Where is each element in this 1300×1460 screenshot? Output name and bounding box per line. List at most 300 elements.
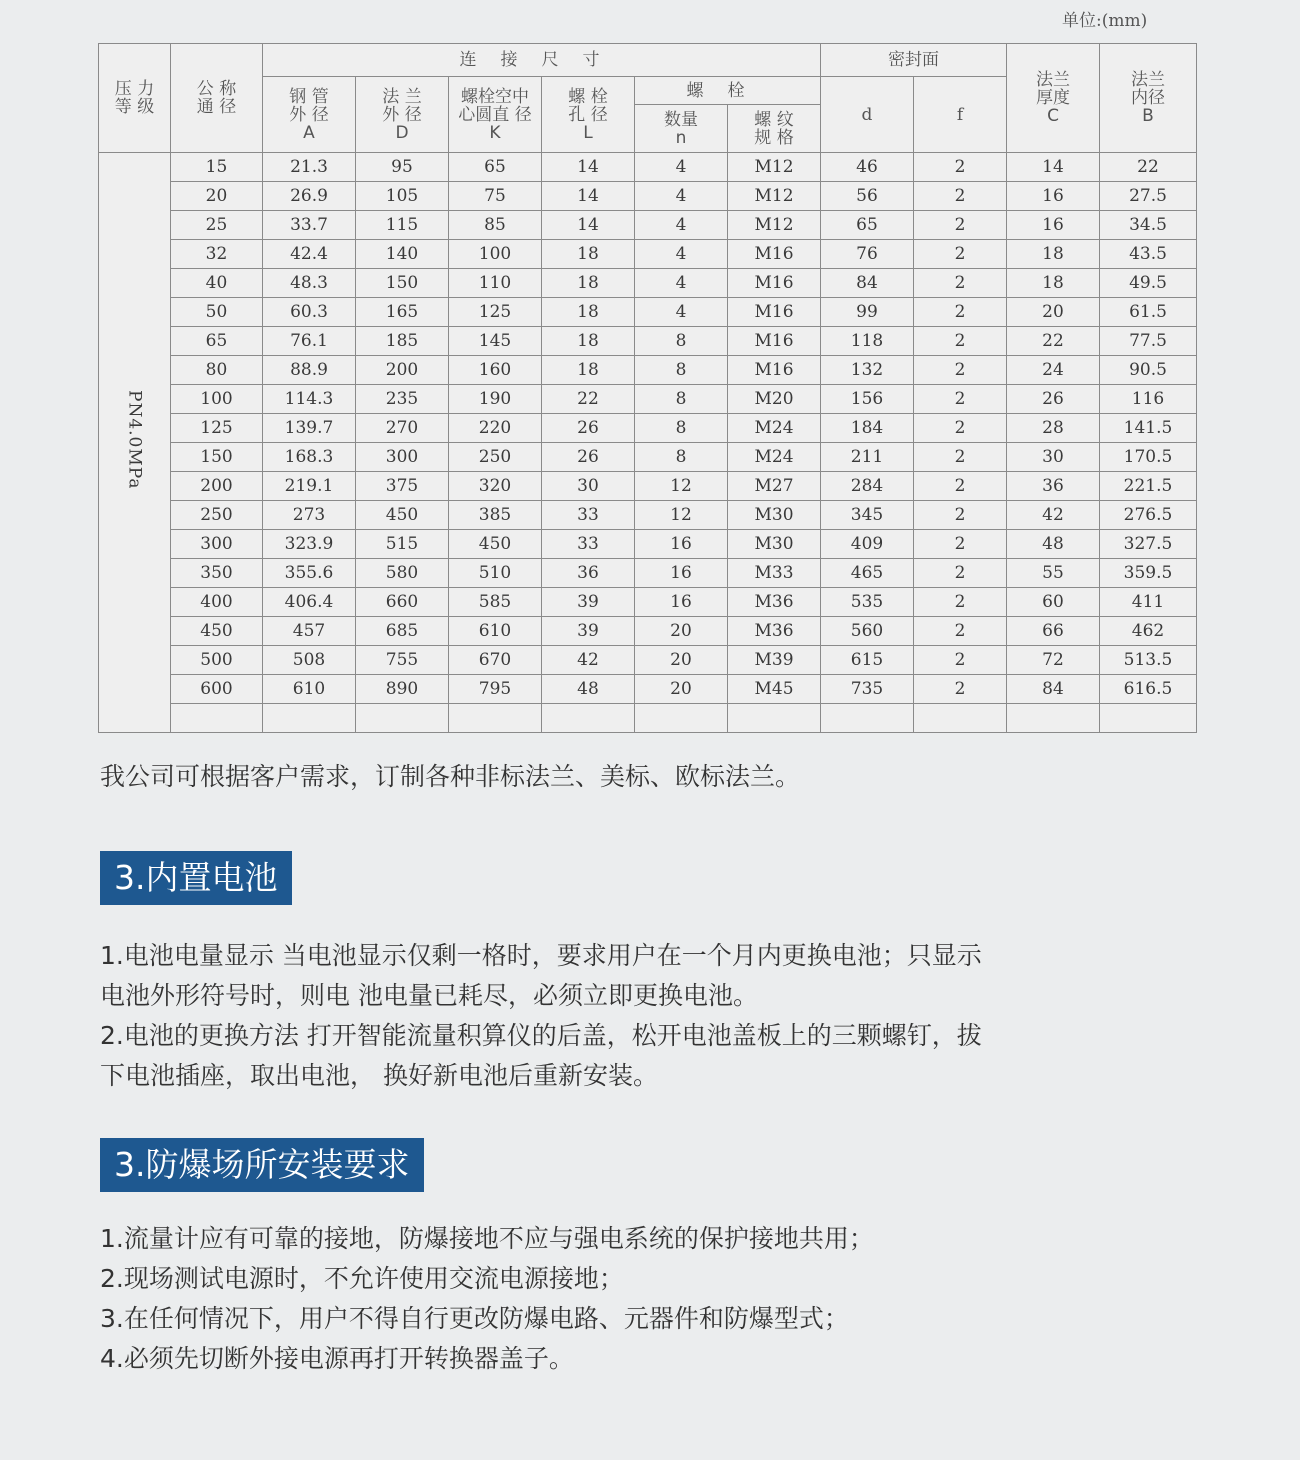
- table-cell: 20: [171, 182, 263, 211]
- table-cell: 156: [821, 385, 914, 414]
- header-bolt-hole-line1: 螺 栓: [568, 86, 608, 107]
- table-cell: 890: [356, 675, 449, 704]
- table-cell: 60: [1007, 588, 1100, 617]
- table-cell: 48.3: [263, 269, 356, 298]
- header-inner-dia-line3: B: [1142, 106, 1154, 126]
- table-cell: 26: [542, 443, 635, 472]
- table-cell-empty: [1007, 704, 1100, 733]
- table-cell: 139.7: [263, 414, 356, 443]
- table-cell: 273: [263, 501, 356, 530]
- table-row: [99, 153, 1197, 182]
- table-cell: M16: [728, 298, 821, 327]
- table-cell: 18: [542, 327, 635, 356]
- table-cell: 16: [635, 559, 728, 588]
- table-cell: M16: [728, 240, 821, 269]
- table-row: [99, 182, 1197, 211]
- table-cell: 27.5: [1100, 182, 1197, 211]
- table-cell: 56: [821, 182, 914, 211]
- table-cell: 8: [635, 356, 728, 385]
- table-cell: 40: [171, 269, 263, 298]
- table-cell: 385: [449, 501, 542, 530]
- header-thickness-line1: 法兰: [1036, 70, 1070, 90]
- header-bolt: 螺栓: [635, 77, 821, 105]
- table-cell: 406.4: [263, 588, 356, 617]
- table-cell: 219.1: [263, 472, 356, 501]
- table-header: [99, 44, 1197, 153]
- header-bolt-hole: [542, 77, 635, 153]
- explosion-line: 2.现场测试电源时，不允许使用交流电源接地；: [100, 1264, 624, 1293]
- table-cell: 18: [1007, 240, 1100, 269]
- table-cell: 200: [171, 472, 263, 501]
- table-cell: 2: [914, 356, 1007, 385]
- table-cell: 50: [171, 298, 263, 327]
- table-cell: 110: [449, 269, 542, 298]
- table-cell: 160: [449, 356, 542, 385]
- table-cell: 616.5: [1100, 675, 1197, 704]
- table-row: [99, 559, 1197, 588]
- header-nominal: [171, 44, 263, 153]
- table-cell-empty: [821, 704, 914, 733]
- header-bolt-hole-line2: 孔 径: [568, 104, 608, 125]
- battery-line: 1.电池电量显示 当电池显示仅剩一格时，要求用户在一个月内更换电池；只显示: [100, 941, 982, 970]
- table-cell: M30: [728, 501, 821, 530]
- table-cell: 660: [356, 588, 449, 617]
- table-cell-empty: [263, 704, 356, 733]
- table-cell: 118: [821, 327, 914, 356]
- explosion-line: 4.必须先切断外接电源再打开转换器盖子。: [100, 1344, 574, 1373]
- table-cell: 18: [1007, 269, 1100, 298]
- table-cell: 46: [821, 153, 914, 182]
- battery-line: 电池外形符号时，则电 池电量已耗尽，必须立即更换电池。: [100, 981, 758, 1010]
- table-row: [99, 646, 1197, 675]
- table-cell: 2: [914, 530, 1007, 559]
- table-cell: 2: [914, 443, 1007, 472]
- table-cell: 16: [1007, 182, 1100, 211]
- table-cell: 400: [171, 588, 263, 617]
- table-cell: 409: [821, 530, 914, 559]
- table-cell: 65: [171, 327, 263, 356]
- header-bolt-thread-line1: 螺 纹: [754, 109, 794, 130]
- table-cell: 2: [914, 472, 1007, 501]
- table-cell: 320: [449, 472, 542, 501]
- table-row: [99, 327, 1197, 356]
- battery-text: [100, 936, 1190, 1096]
- table-row-empty: [99, 704, 1197, 733]
- table-cell: 513.5: [1100, 646, 1197, 675]
- table-row: [99, 443, 1197, 472]
- table-cell: 39: [542, 588, 635, 617]
- table-cell: 33.7: [263, 211, 356, 240]
- table-cell: 90.5: [1100, 356, 1197, 385]
- table-cell: 600: [171, 675, 263, 704]
- table-cell: 2: [914, 153, 1007, 182]
- table-cell: 32: [171, 240, 263, 269]
- table-cell: 355.6: [263, 559, 356, 588]
- table-cell: 755: [356, 646, 449, 675]
- table-cell: 8: [635, 414, 728, 443]
- table-cell-empty: [1100, 704, 1197, 733]
- table-cell: 500: [171, 646, 263, 675]
- table-cell: 184: [821, 414, 914, 443]
- table-cell: 33: [542, 501, 635, 530]
- table-row: [99, 240, 1197, 269]
- table-cell: 42: [1007, 501, 1100, 530]
- header-seal-d: d: [821, 77, 914, 153]
- table-cell: 141.5: [1100, 414, 1197, 443]
- table-cell: 300: [171, 530, 263, 559]
- table-cell: 190: [449, 385, 542, 414]
- header-pressure: [99, 44, 171, 153]
- table-cell: 2: [914, 559, 1007, 588]
- table-cell: 345: [821, 501, 914, 530]
- header-pipe-od-line3: A: [303, 122, 315, 143]
- table-cell: M20: [728, 385, 821, 414]
- table-cell-empty: [356, 704, 449, 733]
- table-cell: 14: [542, 211, 635, 240]
- explosion-line: 1.流量计应有可靠的接地，防爆接地不应与强电系统的保护接地共用；: [100, 1224, 874, 1253]
- table-cell: 560: [821, 617, 914, 646]
- header-thickness: [1007, 44, 1100, 153]
- table-cell: 735: [821, 675, 914, 704]
- table-cell: 462: [1100, 617, 1197, 646]
- table-cell: 26: [1007, 385, 1100, 414]
- table-cell: 28: [1007, 414, 1100, 443]
- header-bolt-thread-line2: 规 格: [754, 127, 794, 148]
- table-cell: 60.3: [263, 298, 356, 327]
- pressure-grade-cell: [99, 153, 171, 733]
- table-cell: 99: [821, 298, 914, 327]
- table-cell: 20: [635, 675, 728, 704]
- table-cell: 48: [1007, 530, 1100, 559]
- table-cell-empty: [171, 704, 263, 733]
- table-cell: 65: [821, 211, 914, 240]
- table-cell: 72: [1007, 646, 1100, 675]
- table-cell: 33: [542, 530, 635, 559]
- table-cell: 2: [914, 675, 1007, 704]
- table-cell: 100: [449, 240, 542, 269]
- table-cell: 49.5: [1100, 269, 1197, 298]
- table-cell: 515: [356, 530, 449, 559]
- header-pressure-line1: 压 力: [114, 79, 155, 99]
- header-flange-od: [356, 77, 449, 153]
- table-cell: 211: [821, 443, 914, 472]
- header-pipe-od: [263, 77, 356, 153]
- table-cell: 15: [171, 153, 263, 182]
- table-cell: 12: [635, 472, 728, 501]
- table-cell: 300: [356, 443, 449, 472]
- table-row: [99, 356, 1197, 385]
- table-cell: M16: [728, 327, 821, 356]
- table-cell: 465: [821, 559, 914, 588]
- table-cell: 450: [171, 617, 263, 646]
- table-row: [99, 617, 1197, 646]
- table-cell: 20: [635, 646, 728, 675]
- header-bolt-thread: [728, 105, 821, 153]
- table-cell: M33: [728, 559, 821, 588]
- table-cell: 4: [635, 182, 728, 211]
- table-cell: 2: [914, 588, 1007, 617]
- table-cell: 114.3: [263, 385, 356, 414]
- table-cell: 375: [356, 472, 449, 501]
- table-cell: 457: [263, 617, 356, 646]
- table-cell: 411: [1100, 588, 1197, 617]
- table-cell: 2: [914, 182, 1007, 211]
- header-inner-dia: [1100, 44, 1197, 153]
- header-flange-od-line2: 外 径: [382, 104, 422, 125]
- table-cell: 12: [635, 501, 728, 530]
- table-cell: 34.5: [1100, 211, 1197, 240]
- table-cell: 84: [1007, 675, 1100, 704]
- header-bolt-circle-line1: 螺栓空中: [461, 86, 529, 107]
- table-cell: 76: [821, 240, 914, 269]
- section-title-battery: 3.内置电池: [100, 851, 292, 905]
- table-cell: 132: [821, 356, 914, 385]
- table-cell: 508: [263, 646, 356, 675]
- table-cell: 2: [914, 269, 1007, 298]
- table-row: [99, 472, 1197, 501]
- table-cell: 77.5: [1100, 327, 1197, 356]
- table-cell: 16: [635, 588, 728, 617]
- header-sealing: 密封面: [821, 44, 1007, 77]
- table-cell: 327.5: [1100, 530, 1197, 559]
- pressure-grade: PN4.0MPa: [124, 390, 145, 490]
- table-cell: 18: [542, 356, 635, 385]
- table-row: [99, 269, 1197, 298]
- section-title-explosion: 3.防爆场所安装要求: [100, 1138, 424, 1192]
- table-cell: 18: [542, 298, 635, 327]
- table-cell: M16: [728, 269, 821, 298]
- header-connection: 连接尺寸: [263, 44, 821, 77]
- table-cell: M45: [728, 675, 821, 704]
- table-cell: 25: [171, 211, 263, 240]
- table-cell: 30: [542, 472, 635, 501]
- header-nominal-line2: 通 径: [196, 97, 237, 117]
- table-cell: 95: [356, 153, 449, 182]
- battery-line: 下电池插座，取出电池， 换好新电池后重新安装。: [100, 1061, 658, 1090]
- table-cell: M12: [728, 211, 821, 240]
- table-cell-empty: [542, 704, 635, 733]
- table-cell: 36: [1007, 472, 1100, 501]
- table-cell: 270: [356, 414, 449, 443]
- table-cell: 22: [542, 385, 635, 414]
- table-cell: 65: [449, 153, 542, 182]
- table-row: [99, 501, 1197, 530]
- table-cell: M16: [728, 356, 821, 385]
- table-cell: 200: [356, 356, 449, 385]
- table-cell: 2: [914, 617, 1007, 646]
- header-flange-od-line3: D: [395, 122, 409, 143]
- table-cell: 685: [356, 617, 449, 646]
- header-thickness-line2: 厚度: [1036, 88, 1070, 108]
- table-cell: 88.9: [263, 356, 356, 385]
- header-bolt-count-line1: 数量: [664, 109, 698, 130]
- table-cell: M30: [728, 530, 821, 559]
- table-cell: 165: [356, 298, 449, 327]
- table-cell: M12: [728, 182, 821, 211]
- table-cell: 26: [542, 414, 635, 443]
- table-cell: 22: [1007, 327, 1100, 356]
- table-cell: 323.9: [263, 530, 356, 559]
- table-cell: 140: [356, 240, 449, 269]
- table-cell: 20: [1007, 298, 1100, 327]
- header-bolt-circle-line3: K: [489, 122, 501, 143]
- table-cell: 145: [449, 327, 542, 356]
- header-pressure-line2: 等 级: [114, 97, 155, 117]
- table-cell: 55: [1007, 559, 1100, 588]
- table-cell: 26.9: [263, 182, 356, 211]
- table-cell-empty: [728, 704, 821, 733]
- table-cell: 450: [356, 501, 449, 530]
- table-cell: 250: [171, 501, 263, 530]
- battery-line: 2.电池的更换方法 打开智能流量积算仪的后盖，松开电池盖板上的三颗螺钉，拔: [100, 1021, 982, 1050]
- header-inner-dia-line2: 内径: [1131, 88, 1165, 108]
- explosion-text: [100, 1219, 1190, 1379]
- header-pipe-od-line2: 外 径: [289, 104, 329, 125]
- header-inner-dia-line1: 法兰: [1131, 70, 1165, 90]
- header-bolt-count: [635, 105, 728, 153]
- table-cell: 350: [171, 559, 263, 588]
- table-cell: M36: [728, 617, 821, 646]
- table-cell: 115: [356, 211, 449, 240]
- table-cell: M39: [728, 646, 821, 675]
- table-cell: 4: [635, 211, 728, 240]
- table-cell: 150: [171, 443, 263, 472]
- table-cell: 14: [1007, 153, 1100, 182]
- table-cell: 85: [449, 211, 542, 240]
- table-cell: 14: [542, 153, 635, 182]
- table-cell: 580: [356, 559, 449, 588]
- table-cell: 30: [1007, 443, 1100, 472]
- table-cell: 2: [914, 211, 1007, 240]
- unit-label: 单位:(mm): [1062, 11, 1148, 31]
- table-cell: 8: [635, 385, 728, 414]
- table-row: [99, 530, 1197, 559]
- table-cell: 2: [914, 414, 1007, 443]
- table-cell: 125: [449, 298, 542, 327]
- table-cell: 8: [635, 327, 728, 356]
- table-cell: 168.3: [263, 443, 356, 472]
- table-cell: M36: [728, 588, 821, 617]
- table-cell: 221.5: [1100, 472, 1197, 501]
- table-cell: 8: [635, 443, 728, 472]
- table-cell: 185: [356, 327, 449, 356]
- table-cell: 235: [356, 385, 449, 414]
- table-cell: 585: [449, 588, 542, 617]
- table-cell: 16: [635, 530, 728, 559]
- table-cell: 125: [171, 414, 263, 443]
- table-cell: 276.5: [1100, 501, 1197, 530]
- table-cell: 48: [542, 675, 635, 704]
- table-cell: 2: [914, 298, 1007, 327]
- table-cell: M12: [728, 153, 821, 182]
- table-cell: 250: [449, 443, 542, 472]
- table-cell: 105: [356, 182, 449, 211]
- table-cell: 24: [1007, 356, 1100, 385]
- table-cell: 615: [821, 646, 914, 675]
- table-row: [99, 414, 1197, 443]
- table-cell: 2: [914, 385, 1007, 414]
- table-body: [99, 153, 1197, 733]
- table-cell: 21.3: [263, 153, 356, 182]
- table-cell: 84: [821, 269, 914, 298]
- header-bolt-circle: [449, 77, 542, 153]
- table-cell: 18: [542, 240, 635, 269]
- table-cell: 116: [1100, 385, 1197, 414]
- table-cell: 61.5: [1100, 298, 1197, 327]
- table-cell: 359.5: [1100, 559, 1197, 588]
- custom-note: 我公司可根据客户需求，订制各种非标法兰、美标、欧标法兰。: [100, 762, 801, 791]
- table-cell: 4: [635, 298, 728, 327]
- table-cell: 535: [821, 588, 914, 617]
- table-cell: 16: [1007, 211, 1100, 240]
- table-cell: 610: [263, 675, 356, 704]
- table-cell: 75: [449, 182, 542, 211]
- table-row: [99, 588, 1197, 617]
- table-cell: 76.1: [263, 327, 356, 356]
- flange-spec-table: [98, 43, 1197, 733]
- table-row: [99, 675, 1197, 704]
- table-cell: M27: [728, 472, 821, 501]
- table-cell: 42: [542, 646, 635, 675]
- table-cell-empty: [635, 704, 728, 733]
- table-cell: 39: [542, 617, 635, 646]
- table-cell: 150: [356, 269, 449, 298]
- table-cell: 43.5: [1100, 240, 1197, 269]
- table-cell: 80: [171, 356, 263, 385]
- table-cell: 220: [449, 414, 542, 443]
- header-bolt-hole-line3: L: [583, 122, 593, 143]
- table-cell: M24: [728, 414, 821, 443]
- table-cell: 2: [914, 646, 1007, 675]
- explosion-line: 3.在任何情况下，用户不得自行更改防爆电路、元器件和防爆型式；: [100, 1304, 849, 1333]
- table-cell: 2: [914, 327, 1007, 356]
- table-cell-empty: [914, 704, 1007, 733]
- header-bolt-circle-line2: 心圆直 径: [458, 104, 532, 125]
- table-row: [99, 211, 1197, 240]
- table-row: [99, 298, 1197, 327]
- header-bolt-count-line2: n: [675, 127, 687, 148]
- table-cell: 22: [1100, 153, 1197, 182]
- table-cell: 170.5: [1100, 443, 1197, 472]
- table-cell: 2: [914, 240, 1007, 269]
- table-cell: 14: [542, 182, 635, 211]
- header-nominal-line1: 公 称: [196, 79, 237, 99]
- header-flange-od-line1: 法 兰: [382, 86, 422, 107]
- table-cell: 100: [171, 385, 263, 414]
- table-cell: 450: [449, 530, 542, 559]
- table-cell: 4: [635, 240, 728, 269]
- table-cell: 66: [1007, 617, 1100, 646]
- table-cell: 36: [542, 559, 635, 588]
- table-cell: 42.4: [263, 240, 356, 269]
- table-cell: 510: [449, 559, 542, 588]
- table-row: [99, 385, 1197, 414]
- table-cell: 4: [635, 153, 728, 182]
- table-cell: M24: [728, 443, 821, 472]
- table-cell: 18: [542, 269, 635, 298]
- table-cell-empty: [449, 704, 542, 733]
- table-cell: 610: [449, 617, 542, 646]
- header-thickness-line3: C: [1047, 106, 1059, 126]
- table-cell: 284: [821, 472, 914, 501]
- table-cell: 4: [635, 269, 728, 298]
- table-cell: 20: [635, 617, 728, 646]
- table-cell: 670: [449, 646, 542, 675]
- table-cell: 795: [449, 675, 542, 704]
- header-seal-f: f: [914, 77, 1007, 153]
- header-pipe-od-line1: 钢 管: [289, 86, 329, 107]
- table-cell: 2: [914, 501, 1007, 530]
